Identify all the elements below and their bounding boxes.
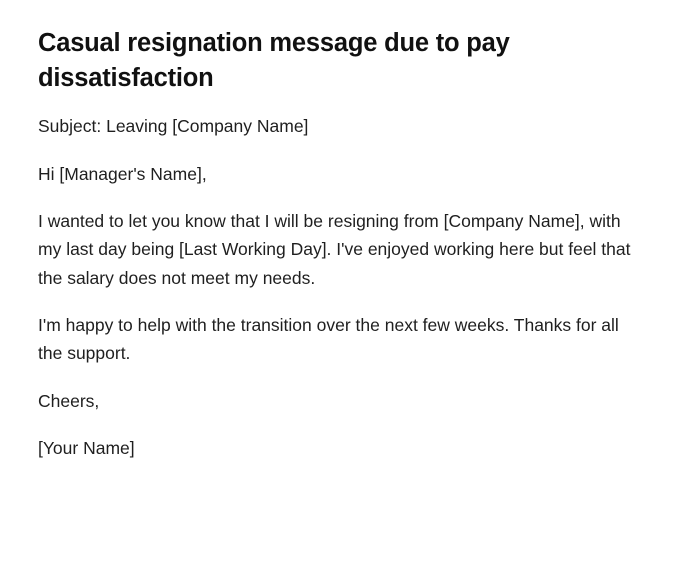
paragraph-subject: Subject: Leaving [Company Name] (38, 116, 309, 137)
paragraph-resignation-notice: I wanted to let you know that I will be resigning from [Company Name], with my last day being [Last Working Day]. I've enjoyed working here but feel that the salary does not meet my needs. (38, 211, 631, 288)
page-title: Casual resignation message due to pay dissatisfaction (38, 29, 510, 93)
paragraph-signature: [Your Name] (38, 438, 135, 459)
paragraph-transition-offer: I'm happy to help with the transition over the next few weeks. Thanks for all the support. (38, 315, 619, 364)
document-body (38, 112, 662, 462)
paragraph-greeting: Hi [Manager's Name], (38, 163, 207, 184)
paragraph-signoff: Cheers, (38, 390, 100, 411)
